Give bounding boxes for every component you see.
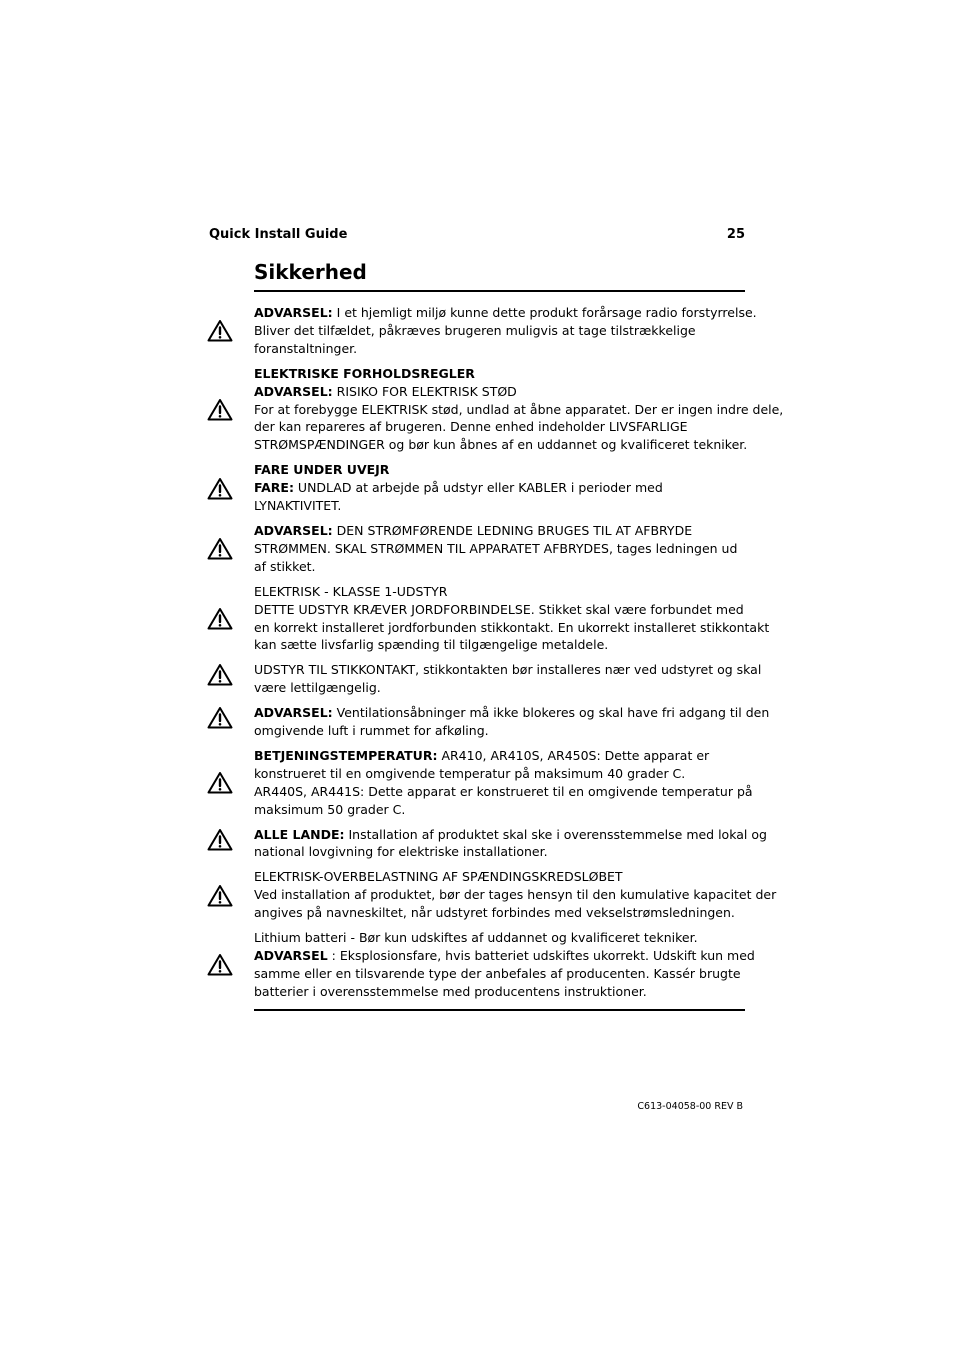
bold-label: FARE:	[254, 480, 294, 496]
text-line	[254, 636, 745, 654]
text-line	[254, 747, 745, 765]
warning-text	[254, 929, 755, 1001]
warning-item	[0, 583, 954, 655]
text-segment: af stikket.	[254, 558, 316, 574]
warning-triangle-icon	[207, 398, 233, 421]
warning-text	[254, 304, 757, 358]
text-line	[254, 929, 745, 947]
text-line	[254, 436, 748, 454]
page-number: 25	[726, 227, 745, 242]
text-line	[254, 619, 770, 637]
text-segment: en korrekt installeret jordforbunden stikkontakt. En ukorrekt installeret stikkontakt	[254, 619, 770, 635]
text-segment: Ved installation af produktet, bør der tages hensyn til den kumulative kapacitet der	[254, 887, 777, 903]
text-line	[254, 947, 755, 965]
warning-triangle-icon	[207, 828, 233, 851]
text-segment: Lithium batteri - Bør kun udskiftes af uddannet og kvalificeret tekniker.	[254, 930, 698, 946]
text-segment: Bliver det tilfældet, påkræves brugeren muligvis at tage tilstrækkelige	[254, 322, 696, 338]
warning-item	[0, 868, 954, 922]
text-segment: konstrueret til en omgivende temperatur på maksimum 40 grader C.	[254, 765, 686, 781]
bold-label: FARE UNDER UVEJR	[254, 462, 390, 478]
text-segment: : Eksplosionsfare, hvis batteriet udskiftes ukorrekt. Udskift kun med	[327, 948, 755, 963]
warning-item	[0, 826, 954, 862]
text-segment: der kan repareres af brugeren. Denne enhed indeholder LIVSFARLIGE	[254, 419, 688, 435]
header-title: Quick Install Guide	[209, 227, 348, 242]
document-code: C613-04058-00 REV B	[637, 1101, 743, 1112]
text-line	[254, 679, 745, 697]
warning-item	[0, 522, 954, 576]
text-segment: batterier i overensstemmelse med producentens instruktioner.	[254, 983, 647, 999]
text-segment: UNDLAD at arbejde på udstyr eller KABLER i perioder med	[293, 480, 663, 496]
text-line	[254, 418, 745, 436]
text-line	[254, 304, 757, 322]
text-segment: RISIKO FOR ELEKTRISK STØD	[332, 383, 517, 399]
warning-item	[0, 365, 954, 455]
warning-triangle-icon	[207, 706, 233, 729]
bottom-divider	[254, 1009, 745, 1011]
warning-item	[0, 661, 954, 697]
text-segment: samme eller en tilsvarende type der anbefales af producenten. Kassér brugte	[254, 965, 741, 981]
bold-label: ADVARSEL:	[254, 383, 333, 399]
text-line	[254, 322, 745, 340]
bold-label: BETJENINGSTEMPERATUR:	[254, 747, 438, 763]
warning-item	[0, 304, 954, 358]
text-segment: være lettilgængelig.	[254, 680, 381, 696]
text-segment: kan sætte livsfarlig spænding til tilgængelige metaldele.	[254, 637, 609, 653]
text-segment: Ventilationsåbninger må ikke blokeres og skal have fri adgang til den	[332, 705, 770, 721]
text-line	[254, 340, 745, 358]
warning-triangle-icon	[207, 884, 233, 907]
text-segment: STRØMMEN. SKAL STRØMMEN TIL APPARATET AFBRYDES, tages ledningen ud	[254, 540, 738, 556]
text-line	[254, 479, 745, 497]
text-line	[254, 704, 770, 722]
warning-triangle-icon	[207, 319, 233, 342]
page-header	[209, 227, 745, 247]
warning-text	[254, 826, 767, 862]
warning-text	[254, 868, 777, 922]
text-line	[254, 365, 745, 383]
text-segment: omgivende luft i rummet for afkøling.	[254, 723, 489, 739]
text-segment: AR410, AR410S, AR450S: Dette apparat er	[437, 747, 710, 763]
text-segment: For at forebygge ELEKTRISK stød, undlad at åbne apparatet. Der er ingen indre dele,	[254, 401, 784, 417]
text-segment: maksimum 50 grader C.	[254, 801, 406, 817]
text-segment: angives på navneskiltet, når udstyret forbindes med vekselstrømsledningen.	[254, 905, 735, 921]
text-line	[254, 765, 745, 783]
text-segment: LYNAKTIVITET.	[254, 498, 342, 514]
warning-triangle-icon	[207, 771, 233, 794]
text-segment: STRØMSPÆNDINGER og bør kun åbnes af en uddannet og kvalificeret tekniker.	[254, 437, 748, 453]
warning-text	[254, 661, 762, 697]
warning-text	[254, 704, 770, 740]
text-line	[254, 583, 745, 601]
warning-triangle-icon	[207, 953, 233, 976]
warning-item	[0, 929, 954, 1001]
warning-list	[0, 304, 954, 1008]
warning-triangle-icon	[207, 477, 233, 500]
text-segment: foranstaltninger.	[254, 340, 358, 356]
text-segment: DETTE UDSTYR KRÆVER JORDFORBINDELSE. Stikket skal være forbundet med	[254, 601, 744, 617]
text-segment: national lovgivning for elektriske installationer.	[254, 844, 548, 860]
warning-text	[254, 365, 784, 455]
text-segment: ELEKTRISK - KLASSE 1-UDSTYR	[254, 583, 448, 599]
text-line	[254, 801, 745, 819]
text-line	[254, 904, 745, 922]
text-segment: UDSTYR TIL STIKKONTAKT, stikkontakten bør installeres nær ved udstyret og skal	[254, 662, 762, 678]
section-title: Sikkerhed	[254, 260, 367, 284]
text-line	[254, 722, 745, 740]
text-line	[254, 783, 753, 801]
text-line	[254, 558, 745, 576]
bold-label: ALLE LANDE:	[254, 826, 345, 842]
bold-label: ADVARSEL:	[254, 305, 333, 320]
text-line	[254, 965, 745, 983]
bold-label: ADVARSEL	[254, 948, 328, 963]
section-title-block	[254, 258, 745, 292]
text-line	[254, 868, 745, 886]
text-segment: ELEKTRISK-OVERBELASTNING AF SPÆNDINGSKREDSLØBET	[254, 869, 623, 885]
warning-triangle-icon	[207, 537, 233, 560]
bold-label: ADVARSEL:	[254, 522, 333, 538]
warning-text	[254, 583, 770, 655]
text-segment: Installation af produktet skal ske i overensstemmelse med lokal og	[344, 826, 767, 842]
warning-item	[0, 461, 954, 515]
text-line	[254, 826, 767, 844]
text-line	[254, 497, 745, 515]
warning-text	[254, 747, 753, 819]
warning-text	[254, 461, 745, 515]
warning-item	[0, 747, 954, 819]
text-line	[254, 540, 745, 558]
text-line	[254, 843, 745, 861]
warning-triangle-icon	[207, 607, 233, 630]
bold-label: ADVARSEL:	[254, 705, 333, 721]
warning-item	[0, 704, 954, 740]
bold-label: ELEKTRISKE FORHOLDSREGLER	[254, 365, 475, 381]
text-line	[254, 661, 762, 679]
text-line	[254, 383, 745, 401]
warning-triangle-icon	[207, 663, 233, 686]
text-line	[254, 522, 745, 540]
text-segment: I et hjemligt miljø kunne dette produkt forårsage radio forstyrrelse.	[332, 305, 757, 320]
text-line	[254, 401, 784, 419]
text-line	[254, 983, 745, 1001]
text-line	[254, 886, 777, 904]
text-segment: AR440S, AR441S: Dette apparat er konstrueret til en omgivende temperatur på	[254, 783, 753, 799]
warning-text	[254, 522, 745, 576]
text-segment: DEN STRØMFØRENDE LEDNING BRUGES TIL AT AFBRYDE	[332, 522, 693, 538]
text-line	[254, 461, 745, 479]
text-line	[254, 601, 745, 619]
